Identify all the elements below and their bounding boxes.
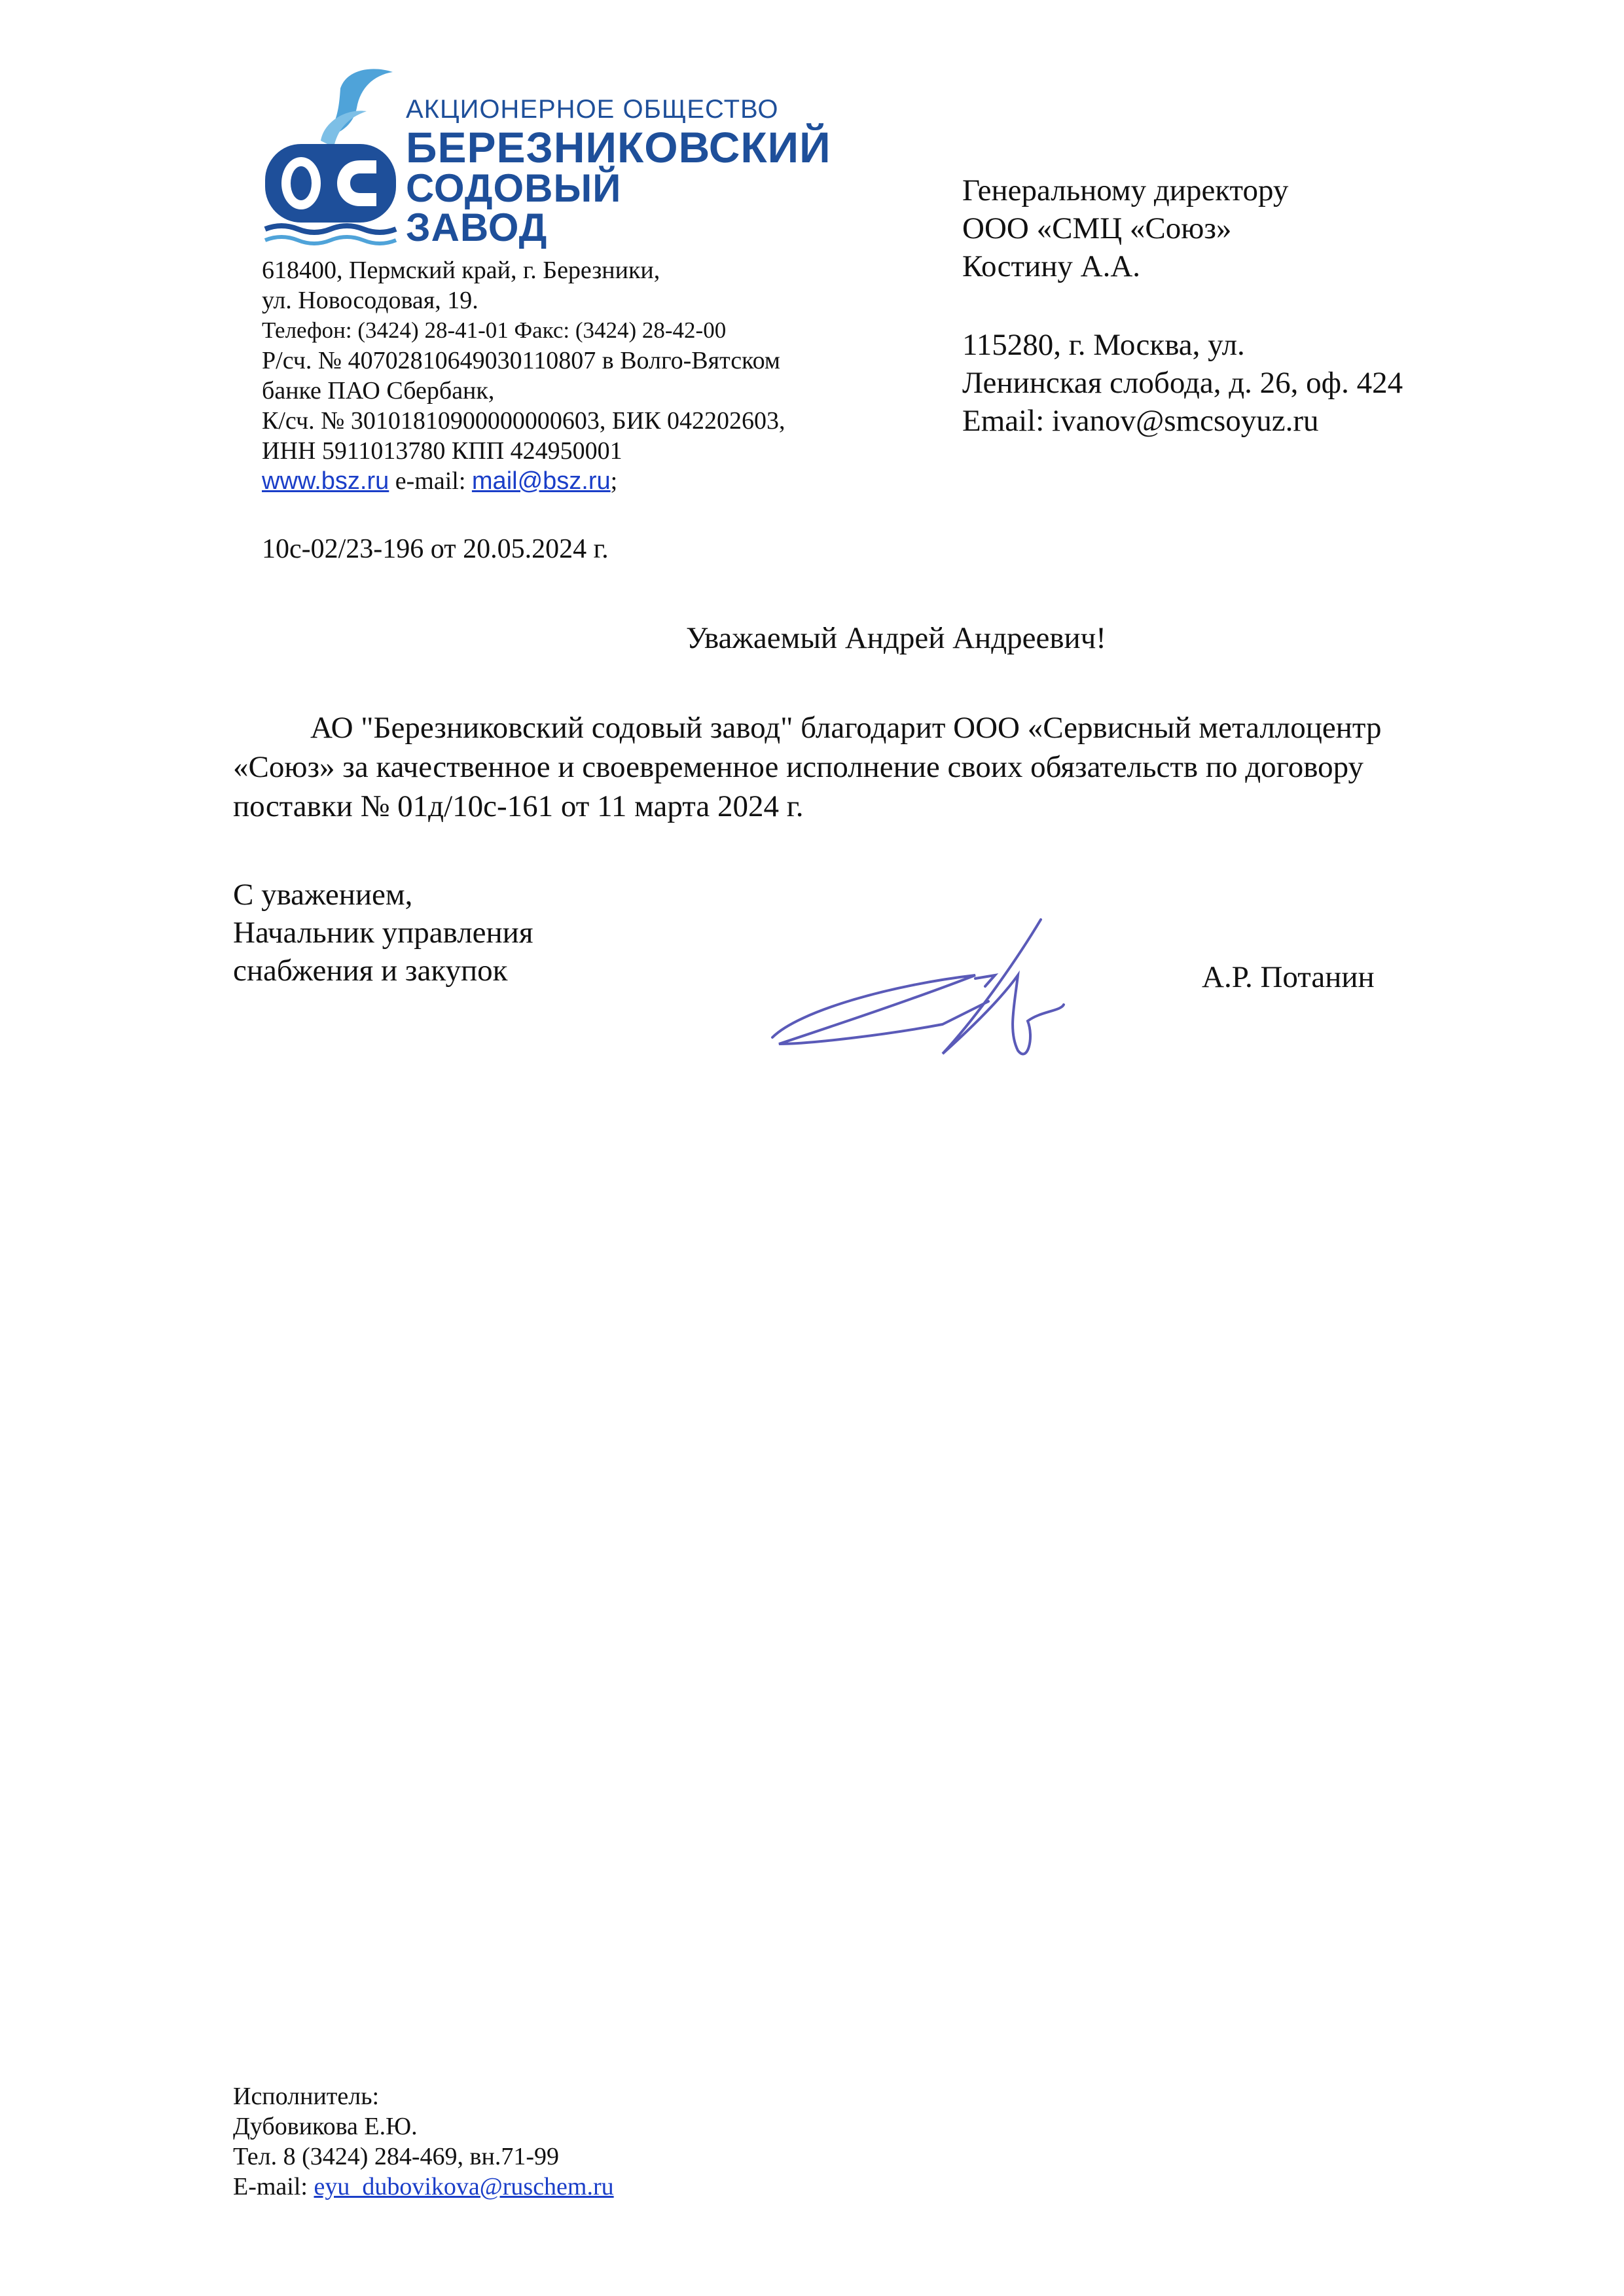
executor-email-line [233, 2172, 614, 2202]
recipient-block [962, 171, 1403, 440]
logo-text-line2: БЕРЕЗНИКОВСКИЙ [406, 123, 831, 171]
sender-address-line1: 618400, Пермский край, г. Березники, [262, 257, 660, 284]
company-logo [262, 62, 851, 252]
closing-block [233, 876, 533, 990]
recipient-address-line2: Ленинская слобода, д. 26, оф. 424 [962, 366, 1403, 400]
sender-account-line2: банке ПАО Сбербанк, [262, 377, 495, 404]
recipient-position: Генеральному директору [962, 173, 1289, 207]
sender-details [262, 255, 916, 496]
executor-email-label: E-mail: [233, 2173, 314, 2200]
recipient-name: Костину А.А. [962, 249, 1141, 283]
email-label: e-mail: [389, 467, 472, 495]
executor-label: Исполнитель: [233, 2083, 380, 2110]
executor-email-link[interactable]: eyu_dubovikova@ruschem.ru [314, 2173, 614, 2200]
recipient-email: Email: ivanov@smcsoyuz.ru [962, 404, 1319, 438]
recipient-company: ООО «СМЦ «Союз» [962, 211, 1232, 245]
closing-position-line2: снабжения и закупок [233, 954, 508, 988]
website-link[interactable]: www.bsz.ru [262, 467, 389, 495]
sender-account-line1: Р/сч. № 40702810649030110807 в Волго-Вятском [262, 347, 780, 374]
sender-phone: Телефон: (3424) 28-41-01 Факс: (3424) 28-42-00 [262, 317, 727, 343]
logo-text-line4: ЗАВОД [406, 206, 548, 249]
letter-body [233, 708, 1464, 826]
sender-web-contacts [262, 466, 916, 496]
body-line3: поставки № 01д/10с-161 от 11 марта 2024 г. [233, 789, 804, 823]
email-link[interactable]: mail@bsz.ru [471, 467, 611, 495]
handwritten-signature [759, 913, 1126, 1070]
sender-address-line2: ул. Новосодовая, 19. [262, 287, 478, 314]
email-tail: ; [610, 467, 618, 495]
sender-inn-kpp: ИНН 5911013780 КПП 424950001 [262, 437, 623, 465]
bsz-emblem-icon [262, 62, 406, 252]
logo-text-line1: АКЦИОНЕРНОЕ ОБЩЕСТВО [406, 95, 779, 124]
body-line1: АО "Березниковский содовый завод" благодарит ООО «Сервисный металлоцентр [310, 711, 1382, 745]
outgoing-reference: 10с-02/23-196 от 20.05.2024 г. [262, 534, 609, 564]
greeting: Уважаемый Андрей Андреевич! [686, 621, 1106, 655]
closing-position-line1: Начальник управления [233, 916, 533, 950]
closing-regards: С уважением, [233, 878, 413, 912]
executor-name: Дубовикова Е.Ю. [233, 2113, 418, 2140]
executor-block [233, 2081, 614, 2202]
executor-phone: Тел. 8 (3424) 284-469, вн.71-99 [233, 2143, 559, 2170]
signer-name: А.Р. Потанин [1202, 960, 1375, 994]
logo-text-line3: СОДОВЫЙ [406, 166, 622, 210]
recipient-address-line1: 115280, г. Москва, ул. [962, 328, 1245, 362]
body-line2: «Союз» за качественное и своевременное исполнение своих обязательств по договору [233, 750, 1364, 784]
sender-corr-account: К/сч. № 30101810900000000603, БИК 042202603, [262, 407, 785, 435]
